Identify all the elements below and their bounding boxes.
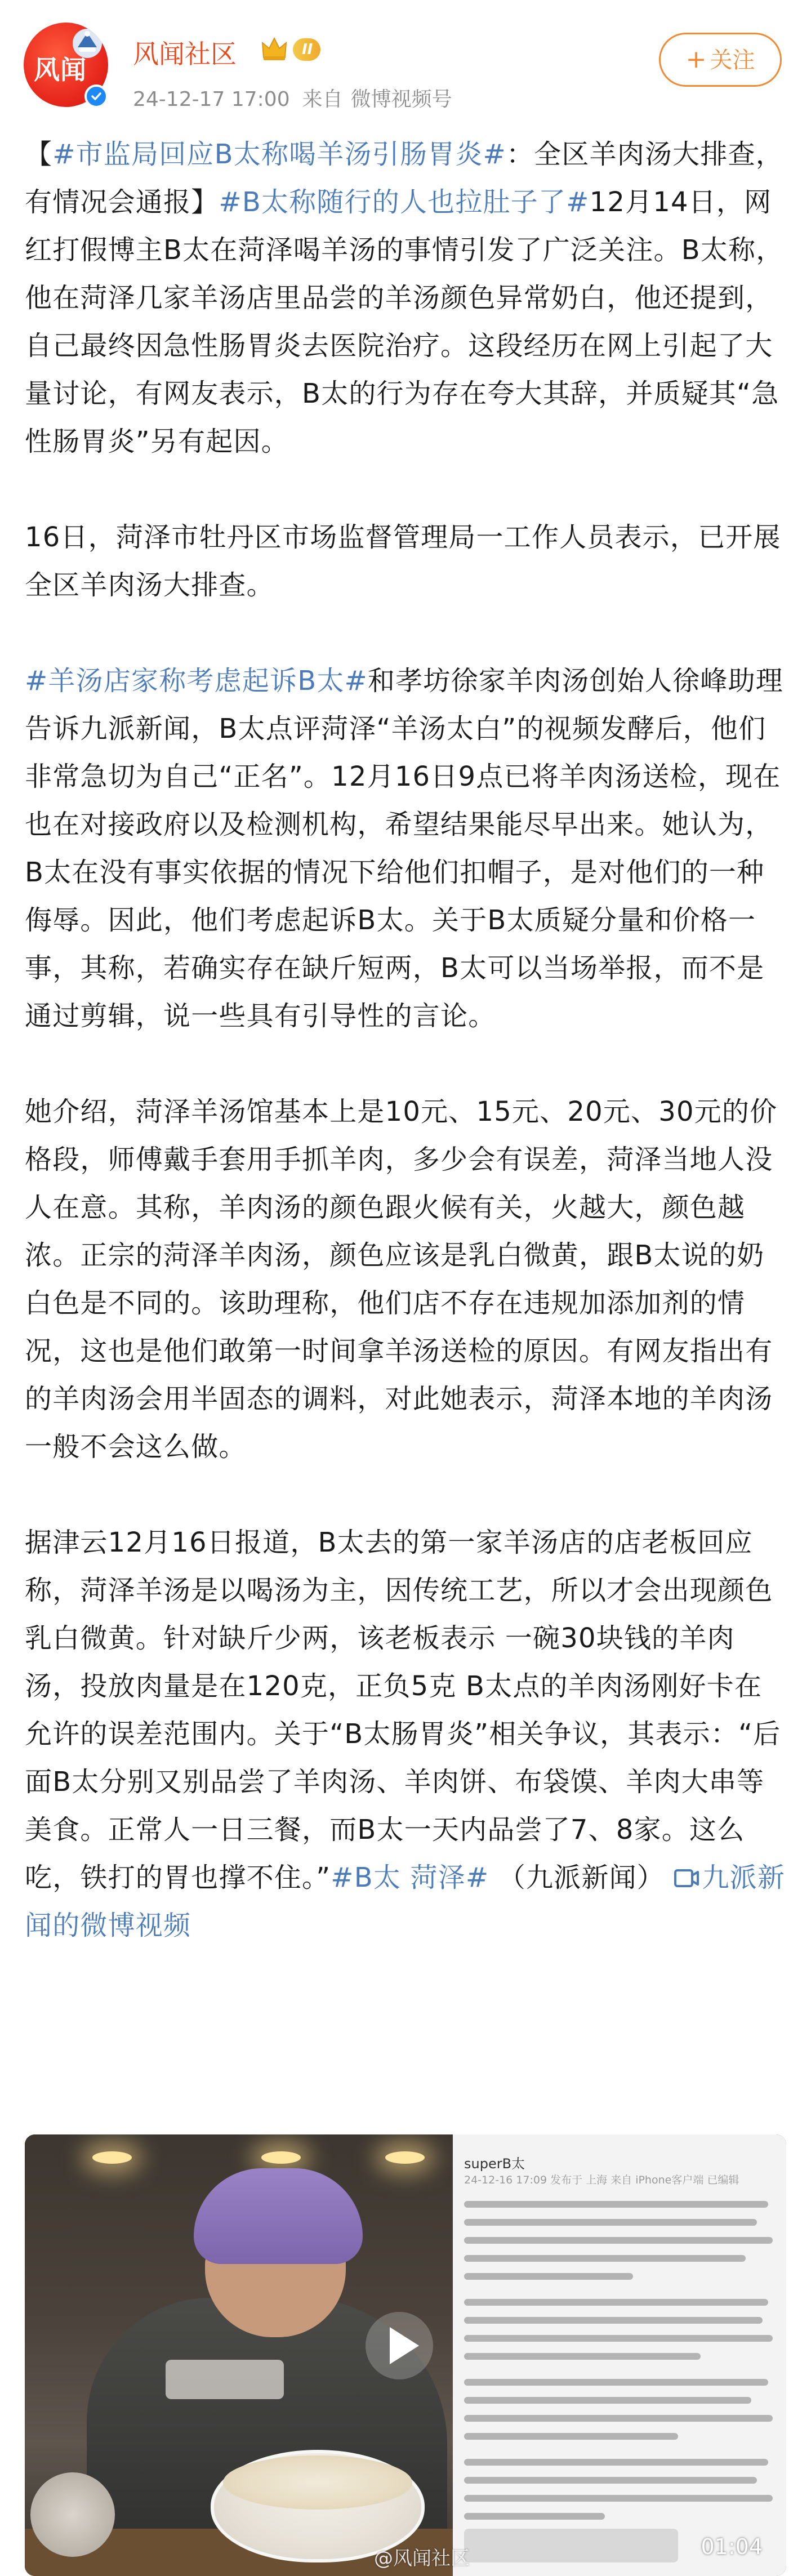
source-link[interactable]: 微博视频号 <box>350 88 452 111</box>
ceiling-lamp <box>261 2151 301 2164</box>
screenshot-text-line <box>464 2397 751 2404</box>
source-credit: （九派新闻） <box>489 1862 665 1893</box>
screenshot-text-line <box>464 2335 773 2342</box>
ceiling-lamp <box>385 2151 425 2164</box>
paragraph-text: 据津云12月16日报道，B太去的第一家羊汤店的店老板回应称，菏泽羊汤是以喝汤为主，因传统工艺，所以才会出现颜色乳白微黄。针对缺斤少两，该老板表示 一碗30块钱的羊肉汤，投放肉量是在120克，正负5克 B太点的羊肉汤刚好卡在允许的误差范围内。关于“B太肠胃炎”相关争议，其表示：“后面B太分别又别品尝了羊肉汤、羊肉饼、布袋馍、羊肉大串等美食。正常人一日三餐，而B太一天内品尝了7、8家。这么吃，铁打的胃也撑不住。” <box>25 1527 781 1893</box>
screenshot-text-line <box>464 2299 768 2306</box>
video-player[interactable] <box>25 2134 786 2576</box>
level-badge: II <box>293 38 320 61</box>
paragraph-text: 和孝坊徐家羊肉汤创始人徐峰助理告诉九派新闻，B太点评菏泽“羊汤太白”的视频发酵后，他们非常急切为自己“正名”。12月16日9点已将羊肉汤送检，现在也在对接政府以及检测机构，希望结果能尽早出来。她认为，B太在没有事实依据的情况下给他们扣帽子，是对他们的一种侮辱。因此，他们考虑起诉B太。关于B太质疑分量和价格一事，其称，若确实存在缺斤短两，B太可以当场举报，而不是通过剪辑，说一些具有引导性的言论。 <box>25 665 783 1032</box>
screenshot-text-line <box>464 2201 768 2208</box>
plus-icon: + <box>685 45 707 74</box>
bracket-open: 【 <box>25 139 53 170</box>
post-timestamp: 24-12-17 17:00 <box>133 88 290 111</box>
screenshot-text-line <box>464 2459 768 2466</box>
crown-icon <box>260 35 288 62</box>
screenshot-text-line <box>464 2255 746 2262</box>
video-frame-screenshot <box>453 2134 786 2576</box>
paragraph-5 <box>25 1519 786 1950</box>
screenshot-user-name: superB太 <box>464 2156 525 2172</box>
video-duration: 01:04 <box>701 2534 763 2559</box>
paragraph-1 <box>25 131 786 466</box>
play-icon[interactable] <box>363 2309 436 2382</box>
blurred-region <box>464 2529 678 2562</box>
video-link-icon <box>674 1868 699 1889</box>
hashtag-link[interactable]: #B太 菏泽# <box>331 1862 489 1893</box>
hashtag-link[interactable]: #市监局回应B太称喝羊汤引肠胃炎# <box>52 139 506 170</box>
hashtag-link[interactable]: #B太称随行的人也拉肚子了# <box>219 186 590 218</box>
watermark: @风闻社区 <box>374 2547 470 2570</box>
post-meta <box>133 83 465 112</box>
screenshot-text-line <box>464 2513 605 2520</box>
verified-badge-icon <box>84 84 108 108</box>
soup-surface <box>223 2455 412 2510</box>
screenshot-text-line <box>464 2477 757 2484</box>
paragraph-2: 16日，菏泽市牡丹区市场监督管理局一工作人员表示，已开展全区羊肉汤大排查。 <box>25 522 781 601</box>
video-frame-scene <box>25 2134 453 2576</box>
ceiling-lamp <box>92 2151 132 2164</box>
person-hat <box>194 2168 363 2264</box>
follow-button[interactable] <box>659 33 782 87</box>
hashtag-link[interactable]: #羊汤店家称考虑起诉B太# <box>25 665 368 697</box>
screenshot-text-line <box>464 2317 763 2324</box>
screenshot-text-line <box>464 2237 773 2244</box>
paragraph-4: 她介绍，菏泽羊汤馆基本上是10元、15元、20元、30元的价格段，师傅戴手套用手抓羊肉，多少会有误差，菏泽当地人没人在意。其称，羊肉汤的颜色跟火候有关，火越大，颜色越浓。正宗的菏泽羊肉汤，颜色应该是乳白微黄，跟B太说的奶白色是不同的。该助理称，他们店不存在违规加添加剂的情况，这也是他们敢第一时间拿羊汤送检的原因。有网友指出有的羊肉汤会用半固态的调料，对此她表示，菏泽本地的羊肉汤一般不会这么做。 <box>25 1096 778 1463</box>
follow-label: 关注 <box>710 47 755 73</box>
paragraph-3 <box>25 657 786 1040</box>
user-name[interactable]: 风闻社区 <box>133 39 237 69</box>
screenshot-text-line <box>464 2495 773 2502</box>
blurred-region <box>166 2360 284 2399</box>
screenshot-text-line <box>464 2219 757 2226</box>
screenshot-text-line <box>464 2273 633 2280</box>
screenshot-meta: 24-12-16 17:09 发布于 上海 来自 iPhone客户端 已编辑 <box>464 2174 739 2186</box>
screenshot-text-line <box>464 2353 701 2360</box>
cup <box>30 2472 115 2557</box>
post-content <box>25 131 786 1950</box>
paragraph-text: 12月14日，网红打假博主B太在菏泽喝羊汤的事情引发了广泛关注。B太称，他在菏泽几家羊汤店里品尝的羊汤颜色异常奶白，他还提到，自己最终因急性肠胃炎去医院治疗。这段经历在网上引起了大量讨论，有网友表示，B太的行为存在夸大其辞，并质疑其“急性肠胃炎”另有起因。 <box>25 186 784 457</box>
screenshot-text-line <box>464 2379 768 2386</box>
screenshot-text-line <box>464 2415 773 2422</box>
video-link-label: 九派新闻的微博视频 <box>25 1862 786 1941</box>
avatar-logo-text: 风闻 <box>34 55 87 85</box>
screenshot-text-line <box>464 2433 678 2440</box>
christmas-deco-icon <box>71 27 104 60</box>
post-header <box>0 0 811 135</box>
source-prefix: 来自 <box>302 88 343 111</box>
paragraph-text: ：全区羊肉汤大排查，有情况会通报】 <box>25 139 783 218</box>
